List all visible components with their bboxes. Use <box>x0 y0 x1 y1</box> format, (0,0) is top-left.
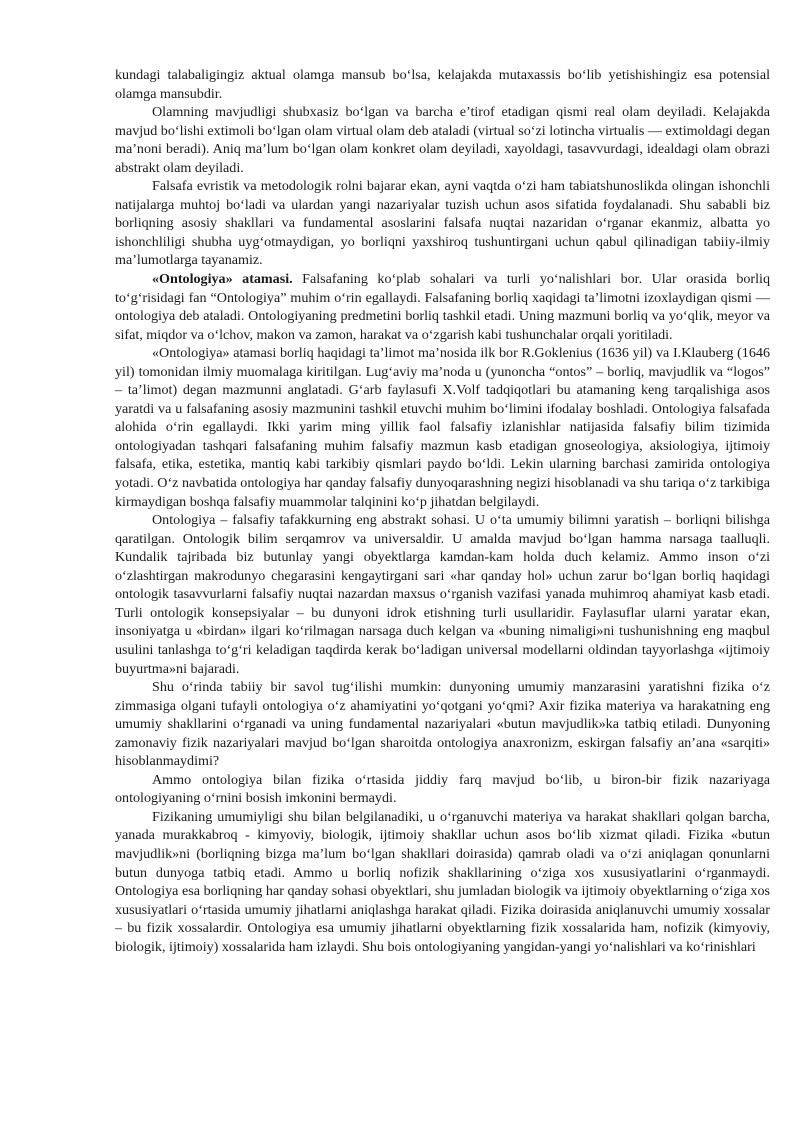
section-heading-ontologiya: «Ontologiya» atamasi. <box>152 271 293 288</box>
document-page <box>115 66 770 956</box>
paragraph-1: kundagi talabaligingiz aktual olamga mansub bo‘lsa, kelajakda mutaxassis bo‘lib yetishishingiz esa potensial olamga mansubdir. <box>115 67 770 102</box>
paragraph-5: «Ontologiya» atamasi borliq haqidagi ta’limot ma’nosida ilk bor R.Goklenius (1636 yil) va I.Klauberg (1646 yil) tomonidan ilmiy muomalaga kiritilgan. Lug‘aviy ma’noda u (yunoncha “ontos” – borliq, mavjudlik va “logos” – ta’limot) degan mazmunni anglatadi. G‘arb faylasufi X.Volf tadqiqotlari bu atamaning keng tarqalishiga asos yaratdi va u falsafaning asosiy mazmunini tashkil etuvchi muhim bo‘limini ifodalay boshladi. Ontologiya falsafada alohida o‘rin egallaydi. Ikki yarim ming yillik faol falsafiy izlanishlar natijasida falsafiy bilim tizimida ontologiyadan tashqari falsafaning muhim falsafiy mazmun kasb etadigan gnoseologiya, aksiologiya, ijtimoiy falsafa, etika, estetika, mantiq kabi tarkibiy qismlari paydo bo‘ldi. Lekin ularning barchasi zamirida ontologiya yotadi. O‘z navbatida ontologiya har qanday falsafiy dunyoqarashning negizi hisoblanadi va shu tariqa o‘z tarkibiga kirmaydigan boshqa falsafiy muammolar talqinini ko‘p jihatdan belgilaydi. <box>115 345 770 510</box>
paragraph-4 <box>115 270 770 344</box>
paragraph-9: Fizikaning umumiyligi shu bilan belgilanadiki, u o‘rganuvchi materiya va harakat shakllari qolgan barcha, yanada murakkabroq - kimyoviy, biologik, ijtimoiy shakllar uchun asos bo‘lib xizmat qiladi. Fizika «butun mavjudlik»ni (borliqning bizga ma’lum bo‘lgan shakllari doirasida) qamrab oladi va o‘zi aniqlagan qonunlarni butun dunyoga tatbiq etadi. Ammo u borliq nofizik shakllarining o‘ziga xos xususiyatlarini o‘rganmaydi. Ontologiya esa borliqning har qanday sohasi obyektlari, shu jumladan biologik va ijtimoiy obyektlarning o‘ziga xos xususiyatlari o‘rtasida umumiy jihatlarni aniqlashga harakat qiladi. Fizika doirasida aniqlanuvchi umumiy xossalar – bu fizik xossalardir. Ontologiya esa umumiy jihatlarni obyektlarning fizik xossalarida ham, nofizik (kimyoviy, biologik, ijtimoiy) xossalarida ham izlaydi. Shu bois ontologiyaning yangidan-yangi yo‘nalishlari va ko‘rinishlari <box>115 808 770 955</box>
paragraph-2: Olamning mavjudligi shubxasiz bo‘lgan va barcha e’tirof etadigan qismi real olam deyiladi. Kelajakda mavjud bo‘lishi extimoli bo‘lgan olam virtual olam deb ataladi (virtual so‘zi lotincha virtualis — extimoldagi degan ma’noni beradi). Aniq ma’lum bo‘lgan olam konkret olam deyiladi, xayoldagi, tasavvurdagi, idealdagi olam obrazi abstrakt olam deyiladi. <box>115 104 770 176</box>
paragraph-6: Ontologiya – falsafiy tafakkurning eng abstrakt sohasi. U o‘ta umumiy bilimni yaratish – borliqni bilishga qaratilgan. Ontologik bilim serqamrov va universaldir. U amalda mavjud bo‘lgan hamma narsaga taalluqli. Kundalik tajribada biz butunlay yangi obyektlarga kamdan-kam holda duch kelamiz. Ammo inson o‘zi o‘zlashtirgan makrodunyo chegarasini kengaytirgani sari «har qanday hol» uchun zarur bo‘lgan borliq haqidagi ontologik tasavvurlarni falsafiy nuqtai nazardan maxsus o‘rganish vazifasi yanada muhimroq ahamiyat kasb etadi. Turli ontologik konsepsiyalar – bu dunyoni idrok etishning turli usullaridir. Faylasuflar ularni yaratar ekan, insoniyatga u «birdan» ilgari ko‘rilmagan narsaga duch kelgan va «buning nimaligi»ni tushunishning eng maqbul usulini tanlashga to‘g‘ri keladigan taqdirda kerak bo‘ladigan universal modellarni oldindan tayyorlashga «ijtimoiy buyurtma»ni bajaradi. <box>115 512 770 677</box>
paragraph-3: Falsafa evristik va metodologik rolni bajarar ekan, ayni vaqtda o‘zi ham tabiatshunoslikda olingan ishonchli natijalarga muhtoj bo‘ladi va ulardan yangi nazariyalar tuzish uchun asos sifatida foydalanadi. Shu sababli biz borliqning asosiy shakllari va fundamental asoslarini falsafa nuqtai nazaridan o‘rganar ekanmiz, albatta yo ishonchliligi shubha uyg‘otmaydigan, yo borliqni yaxshiroq tushuntirgani uchun qabul qilinadigan tabiiy-ilmiy ma’lumotlarga tayanamiz. <box>115 178 770 269</box>
paragraph-4-body: Falsafaning ko‘plab sohalari va turli yo‘nalishlari bor. Ular orasida borliq to‘g‘risidagi fan “Ontologiya” muhim o‘rin egallaydi. Falsafaning borliq xaqidagi ta’limotni izoxlaydigan qismi — ontologiya deb ataladi. Ontologiyaning predmetini borliq tashkil etadi. Uning mazmuni borliq va yo‘qlik, meyor va sifat, miqdor va o‘lchov, makon va zamon, harakat va o‘zgarish kabi tushunchalar orqali yoritiladi. <box>115 271 770 343</box>
paragraph-8: Ammo ontologiya bilan fizika o‘rtasida jiddiy farq mavjud bo‘lib, u biron-bir fizik nazariyaga ontologiyaning o‘rnini bosish imkonini bermaydi. <box>115 771 770 807</box>
paragraph-7: Shu o‘rinda tabiiy bir savol tug‘ilishi mumkin: dunyoning umumiy manzarasini yaratishni fizika o‘z zimmasiga olgani tufayli ontologiya o‘z ahamiyatini yo‘qotgani yo‘qmi? Axir fizika materiya va harakatning eng umumiy shakllarini o‘rganadi va uning fundamental nazariyalari «butun mavjudlik»ka tatbiq etiladi. Dunyoning zamonaviy fizik nazariyalari mavjud bo‘lgan sharoitda ontologiya anaxronizm, eskirgan falsafiy an’ana «sarqiti» hisoblanmaydimi? <box>115 679 770 770</box>
